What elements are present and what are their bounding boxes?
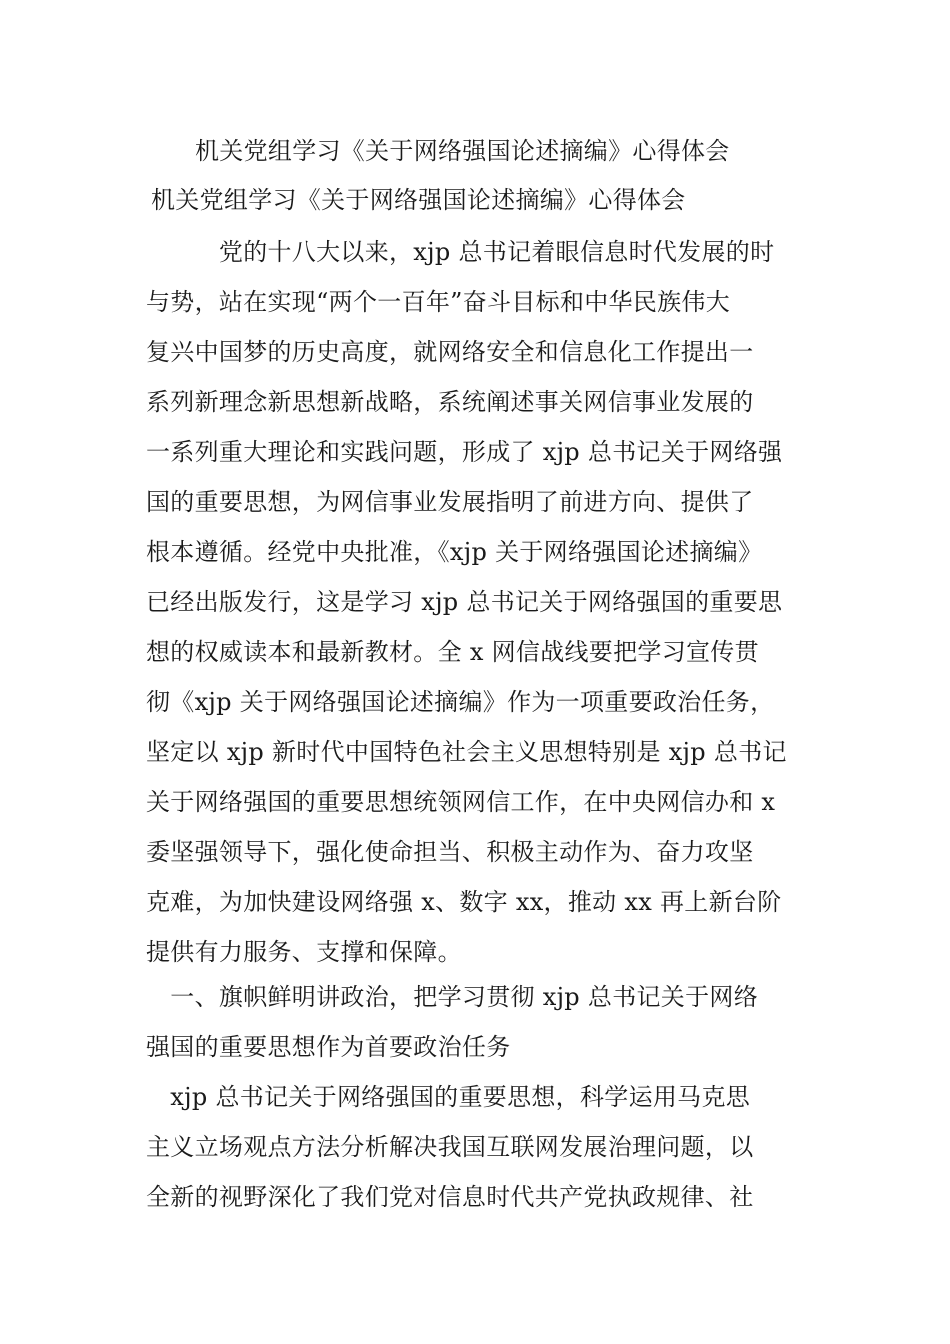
paragraph-section-1 [146,1072,810,1222]
paragraph-line: 已经出版发行，这是学习 xjp 总书记关于网络强国的重要思 [146,588,783,616]
heading-line: 强国的重要思想作为首要政治任务 [146,1033,511,1061]
paragraph-line: 委坚强领导下，强化使命担当、积极主动作为、奋力攻坚 [146,838,754,866]
paragraph-line: 系列新理念新思想新战略，系统阐述事关网信事业发展的 [146,388,754,416]
paragraph-line: 复兴中国梦的历史高度，就网络安全和信息化工作提出一 [146,338,754,366]
document-title: 机关党组学习《关于网络强国论述摘编》心得体会 [195,137,730,165]
section-heading-1 [146,972,810,1072]
paragraph-line: 想的权威读本和最新教材。全 x 网信战线要把学习宣传贯 [146,638,759,666]
paragraph-intro [146,227,810,977]
document-subtitle: 机关党组学习《关于网络强国论述摘编》心得体会 [151,186,686,214]
paragraph-line: 全新的视野深化了我们党对信息时代共产党执政规律、社 [146,1183,754,1211]
paragraph-line: 提供有力服务、支撑和保障。 [146,938,462,966]
paragraph-line: 与势，站在实现“两个一百年”奋斗目标和中华民族伟大 [146,288,731,316]
paragraph-line: 坚定以 xjp 新时代中国特色社会主义思想特别是 xjp 总书记 [146,738,787,766]
paragraph-line: 党的十八大以来，xjp 总书记着眼信息时代发展的时 [146,238,775,266]
paragraph-line: 根本遵循。经党中央批准，《xjp 关于网络强国论述摘编》 [146,538,763,566]
paragraph-line: 彻《xjp 关于网络强国论述摘编》作为一项重要政治任务， [146,688,775,716]
paragraph-line: 关于网络强国的重要思想统领网信工作，在中央网信办和 x [146,788,776,816]
heading-line: 一、旗帜鲜明讲政治，把学习贯彻 xjp 总书记关于网络 [146,983,758,1011]
paragraph-line: 国的重要思想，为网信事业发展指明了前进方向、提供了 [146,488,754,516]
paragraph-line: 克难，为加快建设网络强 x、数字 xx，推动 xx 再上新台阶 [146,888,782,916]
paragraph-line: xjp 总书记关于网络强国的重要思想，科学运用马克思 [146,1083,751,1111]
paragraph-line: 一系列重大理论和实践问题，形成了 xjp 总书记关于网络强 [146,438,783,466]
paragraph-line: 主义立场观点方法分析解决我国互联网发展治理问题，以 [146,1133,754,1161]
